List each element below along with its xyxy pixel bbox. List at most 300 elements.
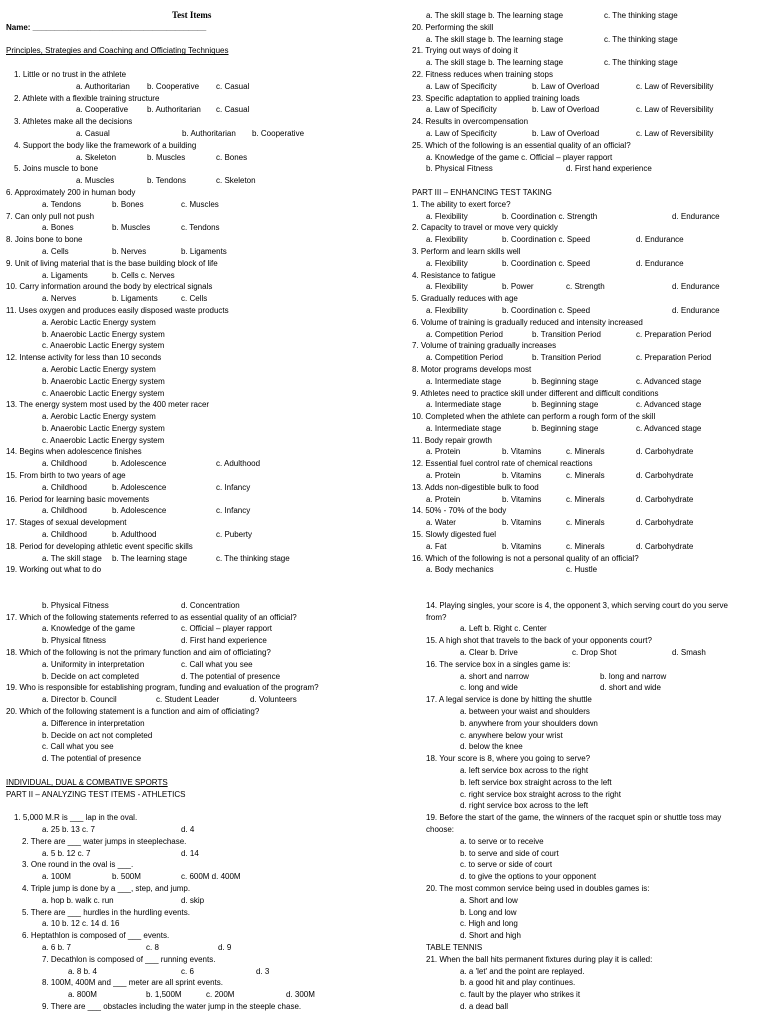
left-line (6, 329, 384, 341)
text-segment: a. Cooperative (76, 105, 129, 115)
text-segment: 15. A high shot that travels to the back of your opponents court? (426, 636, 652, 646)
text-segment: b. Coordination c. Speed (502, 305, 591, 315)
text-segment: b. Cooperative (147, 81, 200, 91)
right-line (410, 57, 762, 69)
text-segment: a. Aerobic Lactic Energy system (42, 412, 156, 422)
text-segment: 1. 5,000 M.R is ___ lap in the oval. (14, 813, 138, 823)
right-line (410, 730, 762, 742)
text-segment: c. Law of Reversibility (636, 81, 714, 91)
text-segment: 11. Body repair growth (412, 435, 492, 445)
text-segment: 2. There are ___ water jumps in steeplechase. (22, 836, 187, 846)
right-line (410, 128, 762, 140)
text-segment: a. Muscles (76, 176, 115, 186)
right-line (410, 706, 762, 718)
text-segment: d. The potential of presence (181, 671, 281, 681)
right-line (410, 399, 762, 411)
right-line (410, 836, 762, 848)
right-line (410, 800, 762, 812)
text-segment: 18. Period for developing athletic event specific skills (6, 541, 193, 551)
text-segment: d. 14 (181, 848, 199, 858)
text-segment: 5. Joins muscle to bone (14, 164, 99, 174)
text-segment: d. short and wide (600, 683, 661, 693)
right-line (410, 22, 762, 34)
text-segment: d. Endurance (672, 211, 720, 221)
right-line (410, 482, 762, 494)
text-segment: b. Muscles (147, 152, 186, 162)
text-segment: c. Preparation Period (636, 353, 712, 363)
right-line (410, 1001, 762, 1013)
text-segment: c. Infancy (216, 482, 251, 492)
text-segment: 16. Period for learning basic movements (6, 494, 150, 504)
left-line (6, 812, 384, 824)
text-segment: a. 800M (68, 990, 97, 1000)
text-segment: b. Tendons (147, 176, 186, 186)
right-line (410, 81, 762, 93)
text-segment: c. fault by the player who strikes it (460, 990, 581, 1000)
left-line (6, 895, 384, 907)
left-line (6, 859, 384, 871)
text-segment: b. Power (502, 282, 534, 292)
text-segment: 9. Athletes need to practice skill under different and difficult conditions (412, 388, 659, 398)
text-segment: 8. Motor programs develops most (412, 364, 532, 374)
left-line (6, 800, 384, 812)
text-segment: 19. Before the start of the game, the winners of the racquet spin or shuttle toss may (426, 813, 722, 823)
text-segment: c. Casual (216, 105, 250, 115)
right-line (410, 942, 762, 954)
right-line (410, 588, 762, 600)
text-segment: c. Infancy (216, 506, 251, 516)
text-segment: b. Authoritarian (182, 128, 236, 138)
text-segment: a. Difference in interpretation (42, 718, 145, 728)
text-segment: d. Endurance (636, 258, 684, 268)
right-line (410, 116, 762, 128)
left-line (6, 104, 384, 116)
right-line (410, 930, 762, 942)
right-line (410, 765, 762, 777)
right-line (410, 718, 762, 730)
right-line (410, 883, 762, 895)
text-segment: d. 3 (256, 966, 270, 976)
text-segment: c. Adulthood (216, 459, 261, 469)
text-segment: choose: (426, 824, 455, 834)
text-segment: 10. Carry information around the body by electrical signals (6, 282, 213, 292)
left-line (6, 659, 384, 671)
text-segment: 18. Your score is 8, where you going to serve? (426, 754, 591, 764)
text-segment: a. Knowledge of the game (42, 624, 135, 634)
text-segment: 15. From birth to two years of age (6, 471, 126, 481)
text-segment: 10. Completed when the athlete can perform a rough form of the skill (412, 412, 656, 422)
text-segment: c. Call what you see (42, 742, 114, 752)
left-line (6, 694, 384, 706)
right-line (410, 848, 762, 860)
text-segment: a. hop b. walk c. run (42, 895, 114, 905)
right-line (410, 635, 762, 647)
text-segment: a. Cells (42, 246, 69, 256)
text-segment: b. Transition Period (532, 353, 601, 363)
text-segment: a. Childhood (42, 530, 87, 540)
right-line (410, 517, 762, 529)
text-segment: 20. Performing the skill (412, 22, 494, 32)
text-segment: a. Protein (426, 471, 461, 481)
text-segment: a. Childhood (42, 506, 87, 516)
text-segment: a. Flexibility (426, 211, 468, 221)
text-segment: c. Minerals (566, 494, 605, 504)
left-line (6, 824, 384, 836)
text-segment: a. Body mechanics (426, 565, 494, 575)
right-line (410, 175, 762, 187)
text-segment: c. Skeleton (216, 176, 256, 186)
left-line (6, 305, 384, 317)
left-line (6, 671, 384, 683)
text-segment: d. Carbohydrate (636, 494, 694, 504)
text-segment: d. skip (181, 895, 205, 905)
text-segment: c. Preparation Period (636, 329, 712, 339)
text-segment: a. Casual (76, 128, 110, 138)
text-segment: b. Adulthood (112, 530, 157, 540)
text-segment: b. Anaerobic Lactic Energy system (42, 423, 165, 433)
text-segment: c. Advanced stage (636, 376, 702, 386)
text-segment: 22. Fitness reduces when training stops (412, 69, 553, 79)
text-segment: c. The thinking stage (604, 58, 678, 68)
left-line (6, 270, 384, 282)
left-line (6, 211, 384, 223)
text-segment: c. Tendons (181, 223, 220, 233)
text-segment: a. Bones (42, 223, 74, 233)
right-line (410, 140, 762, 152)
left-line (6, 623, 384, 635)
text-segment: b. 500M (112, 872, 141, 882)
text-segment: c. Minerals (566, 518, 605, 528)
text-segment: a. Clear b. Drive (460, 648, 518, 658)
text-segment: TABLE TENNIS (426, 942, 483, 952)
text-segment: d. Carbohydrate (636, 518, 694, 528)
text-segment: c. Minerals (566, 447, 605, 457)
text-segment: 20. Which of the following statement is a function and aim of officiating? (6, 707, 260, 717)
left-line (6, 789, 384, 801)
right-line (410, 246, 762, 258)
left-line (6, 765, 384, 777)
text-segment: c. Law of Reversibility (636, 128, 714, 138)
text-segment: 23. Specific adaptation to applied training loads (412, 93, 580, 103)
left-line (6, 34, 384, 46)
text-segment: a. Protein (426, 447, 461, 457)
text-segment: d. 4 (181, 824, 195, 834)
left-line (6, 152, 384, 164)
right-line (410, 895, 762, 907)
left-line (6, 258, 384, 270)
right-line (410, 600, 762, 612)
right-line (410, 376, 762, 388)
text-segment: 3. One round in the oval is ___. (22, 860, 134, 870)
text-segment: d. Smash (672, 648, 706, 658)
text-segment: b. Ligaments (181, 246, 227, 256)
text-segment: 16. The service box in a singles game is: (426, 659, 571, 669)
text-segment: d. First hand experience (566, 164, 652, 174)
right-line (410, 222, 762, 234)
text-segment: 21. Trying out ways of doing it (412, 46, 518, 56)
text-segment: 7. Volume of training gradually increases (412, 341, 557, 351)
text-segment: a. Childhood (42, 459, 87, 469)
text-segment: c. Minerals (566, 471, 605, 481)
text-segment: b. Beginning stage (532, 423, 599, 433)
left-line (6, 470, 384, 482)
left-line (6, 446, 384, 458)
text-segment: a. Competition Period (426, 329, 503, 339)
text-segment: b. Beginning stage (532, 400, 599, 410)
left-line (6, 435, 384, 447)
left-line (6, 293, 384, 305)
right-line (410, 211, 762, 223)
text-segment: a. short and narrow (460, 671, 529, 681)
right-column (410, 10, 762, 1013)
left-line (6, 364, 384, 376)
text-segment: b. Decide on act not completed (42, 730, 153, 740)
right-line (410, 34, 762, 46)
left-line (6, 128, 384, 140)
text-segment: a. Childhood (42, 482, 87, 492)
text-segment: d. Carbohydrate (636, 541, 694, 551)
right-line (410, 553, 762, 565)
text-segment: d. Volunteers (250, 695, 297, 705)
text-segment: 8. Joins bone to bone (6, 235, 83, 245)
text-segment: b. Law of Overload (532, 105, 600, 115)
text-segment: b. Coordination c. Speed (502, 235, 591, 245)
text-segment: b. Nerves (112, 246, 147, 256)
left-column (6, 10, 384, 1013)
right-line (410, 789, 762, 801)
left-line (6, 505, 384, 517)
left-line (6, 175, 384, 187)
left-line (6, 281, 384, 293)
right-line (410, 258, 762, 270)
text-segment: d. to give the options to your opponent (460, 872, 597, 882)
text-segment: b. Authoritarian (147, 105, 201, 115)
text-segment: c. to serve or side of court (460, 860, 553, 870)
text-segment: a. left service box across to the right (460, 766, 589, 775)
text-segment: 3. Athletes make all the decisions (14, 117, 133, 127)
text-segment: a. Uniformity in interpretation (42, 659, 145, 669)
right-line (410, 293, 762, 305)
text-segment: d. Carbohydrate (636, 447, 694, 457)
text-segment: Principles, Strategies and Coaching and Officiating Techniques (6, 46, 229, 56)
right-line (410, 671, 762, 683)
text-segment: a. Left b. Right c. Center (460, 624, 547, 634)
text-segment: b. Adolescence (112, 506, 167, 516)
text-segment: 16. Which of the following is not a personal quality of an official? (412, 553, 639, 563)
left-line (6, 116, 384, 128)
text-segment: 7. Can only pull not push (6, 211, 95, 221)
text-segment: 19. Who is responsible for establishing program, funding and evaluation of the program? (6, 683, 319, 693)
text-segment: a. Director b. Council (42, 695, 117, 705)
right-line (410, 977, 762, 989)
left-line (6, 989, 384, 1001)
text-segment: a. 5 b. 12 c. 7 (42, 848, 91, 858)
text-segment: Name: _______________________________________ (6, 22, 207, 32)
text-segment: b. to serve and side of court (460, 848, 559, 858)
text-segment: c. Law of Reversibility (636, 105, 714, 115)
left-line (6, 741, 384, 753)
text-segment: b. Cooperative (252, 128, 305, 138)
left-line (6, 871, 384, 883)
left-line (6, 317, 384, 329)
right-line (410, 45, 762, 57)
right-line (410, 187, 762, 199)
right-line (410, 435, 762, 447)
text-segment: b. Adolescence (112, 482, 167, 492)
left-line (6, 140, 384, 152)
text-segment: b. left service box straight across to the left (460, 777, 612, 787)
left-line (6, 682, 384, 694)
text-segment: 9. Unit of living material that is the base building block of life (6, 258, 218, 268)
right-line (410, 423, 762, 435)
text-segment: d. right service box across to the left (460, 801, 589, 811)
text-segment: 15. Slowly digested fuel (412, 530, 497, 540)
text-segment: 5. There are ___ hurdles in the hurdling events. (22, 907, 190, 917)
left-line (6, 930, 384, 942)
text-segment: a. 100M (42, 872, 71, 882)
text-segment: b. Muscles (112, 223, 151, 233)
text-segment: a. Competition Period (426, 353, 503, 363)
text-segment: a. Fat (426, 541, 447, 551)
text-segment: 2. Capacity to travel or move very quickly (412, 223, 558, 233)
text-segment: a. to serve or to receive (460, 836, 544, 846)
left-line (6, 57, 384, 69)
left-line (6, 836, 384, 848)
left-line (6, 10, 384, 22)
text-segment: a. Knowledge of the game c. Official – player rapport (426, 152, 613, 162)
text-segment: c. Student Leader (156, 695, 220, 705)
right-line (410, 446, 762, 458)
text-segment: b. Ligaments (112, 294, 158, 304)
text-segment: a. Intermediate stage (426, 423, 502, 433)
text-segment: b. long and narrow (600, 671, 667, 681)
right-line (410, 871, 762, 883)
text-segment: c. Advanced stage (636, 423, 702, 433)
left-line (6, 81, 384, 93)
text-segment: 14. Playing singles, your score is 4, the opponent 3, which serving court do you serve (426, 600, 728, 610)
text-segment: a. 8 b. 4 (68, 966, 97, 976)
text-segment: c. High and long (460, 919, 518, 929)
text-segment: d. below the knee (460, 742, 523, 752)
left-line (6, 199, 384, 211)
right-line (410, 541, 762, 553)
text-segment: c. Strength (566, 282, 605, 292)
right-line (410, 163, 762, 175)
left-line (6, 458, 384, 470)
right-line (410, 152, 762, 164)
text-segment: 4. Triple jump is done by a ___, step, and jump. (22, 883, 191, 893)
left-line (6, 376, 384, 388)
text-segment: 6. Heptathlon is composed of ___ events. (22, 931, 170, 941)
left-line (6, 730, 384, 742)
left-line (6, 966, 384, 978)
left-line (6, 482, 384, 494)
text-segment: d. Concentration (181, 600, 240, 610)
text-segment: 12. Intense activity for less than 10 seconds (6, 353, 162, 363)
text-segment: 1. Little or no trust in the athlete (14, 69, 127, 79)
text-segment: 8. 100M, 400M and ___ meter are all sprint events. (42, 978, 223, 988)
right-line (410, 505, 762, 517)
text-segment: 13. Adds non-digestible bulk to food (412, 482, 539, 492)
text-segment: d. 9 (218, 942, 232, 952)
text-segment: a. The skill stage b. The learning stage (426, 34, 564, 44)
right-line (410, 388, 762, 400)
right-line (410, 69, 762, 81)
text-segment: b. Vitamins (502, 494, 542, 504)
text-segment: 3. Perform and learn skills well (412, 246, 521, 256)
left-line (6, 69, 384, 81)
left-line (6, 576, 384, 588)
text-segment: 4. Resistance to fatigue (412, 270, 496, 280)
text-segment: 9. There are ___ obstacles including the water jump in the steeple chase. (42, 1001, 302, 1011)
text-segment: b. Physical Fitness (42, 600, 109, 610)
right-line (410, 305, 762, 317)
text-segment: a. Authoritarian (76, 81, 130, 91)
text-segment: 19. Working out what to do (6, 565, 102, 575)
right-line (410, 529, 762, 541)
text-segment: a. The skill stage b. The learning stage (426, 58, 564, 68)
text-segment: c. The thinking stage (604, 34, 678, 44)
text-segment: a. a 'let' and the point are replayed. (460, 966, 585, 976)
text-segment: c. right service box straight across to the right (460, 789, 621, 799)
right-line (410, 694, 762, 706)
left-line (6, 187, 384, 199)
left-line (6, 635, 384, 647)
right-line (410, 576, 762, 588)
text-segment: 6. Approximately 200 in human body (6, 187, 136, 197)
right-line (410, 458, 762, 470)
left-line (6, 411, 384, 423)
text-segment: 7. Decathlon is composed of ___ running events. (42, 954, 216, 964)
right-line (410, 270, 762, 282)
left-line (6, 612, 384, 624)
text-segment: a. Short and low (460, 895, 518, 905)
text-segment: c. The thinking stage (216, 553, 290, 563)
text-segment: c. The thinking stage (604, 11, 678, 20)
text-segment: c. Casual (216, 81, 250, 91)
right-line (410, 777, 762, 789)
right-line (410, 470, 762, 482)
text-segment: c. Anaerobic Lactic Energy system (42, 341, 165, 351)
text-segment: 17. A legal service is done by hitting the shuttle (426, 695, 592, 705)
text-segment: c. Minerals (566, 541, 605, 551)
text-segment: b. Physical Fitness (426, 164, 493, 174)
right-line (410, 352, 762, 364)
left-line (6, 777, 384, 789)
text-segment: 14. Begins when adolescence finishes (6, 447, 142, 457)
left-line (6, 954, 384, 966)
text-segment: a. Intermediate stage (426, 376, 502, 386)
text-segment: a. Aerobic Lactic Energy system (42, 364, 156, 374)
text-segment: b. Physical fitness (42, 636, 107, 646)
text-segment: d. Endurance (672, 305, 720, 315)
text-segment: a. Law of Specificity (426, 81, 497, 91)
left-line (6, 399, 384, 411)
right-line (410, 859, 762, 871)
right-line (410, 281, 762, 293)
right-line (410, 907, 762, 919)
text-segment: 5. Gradually reduces with age (412, 294, 518, 304)
text-segment: b. 1,500M (146, 990, 182, 1000)
text-segment: a. Intermediate stage (426, 400, 502, 410)
text-segment: b. anywhere from your shoulders down (460, 718, 598, 728)
text-segment: b. Vitamins (502, 447, 542, 457)
text-segment: b. Vitamins (502, 541, 542, 551)
left-line (6, 22, 384, 34)
text-segment: d. Endurance (636, 235, 684, 245)
left-line (6, 529, 384, 541)
text-segment: 20. The most common service being used in doubles games is: (426, 883, 650, 893)
